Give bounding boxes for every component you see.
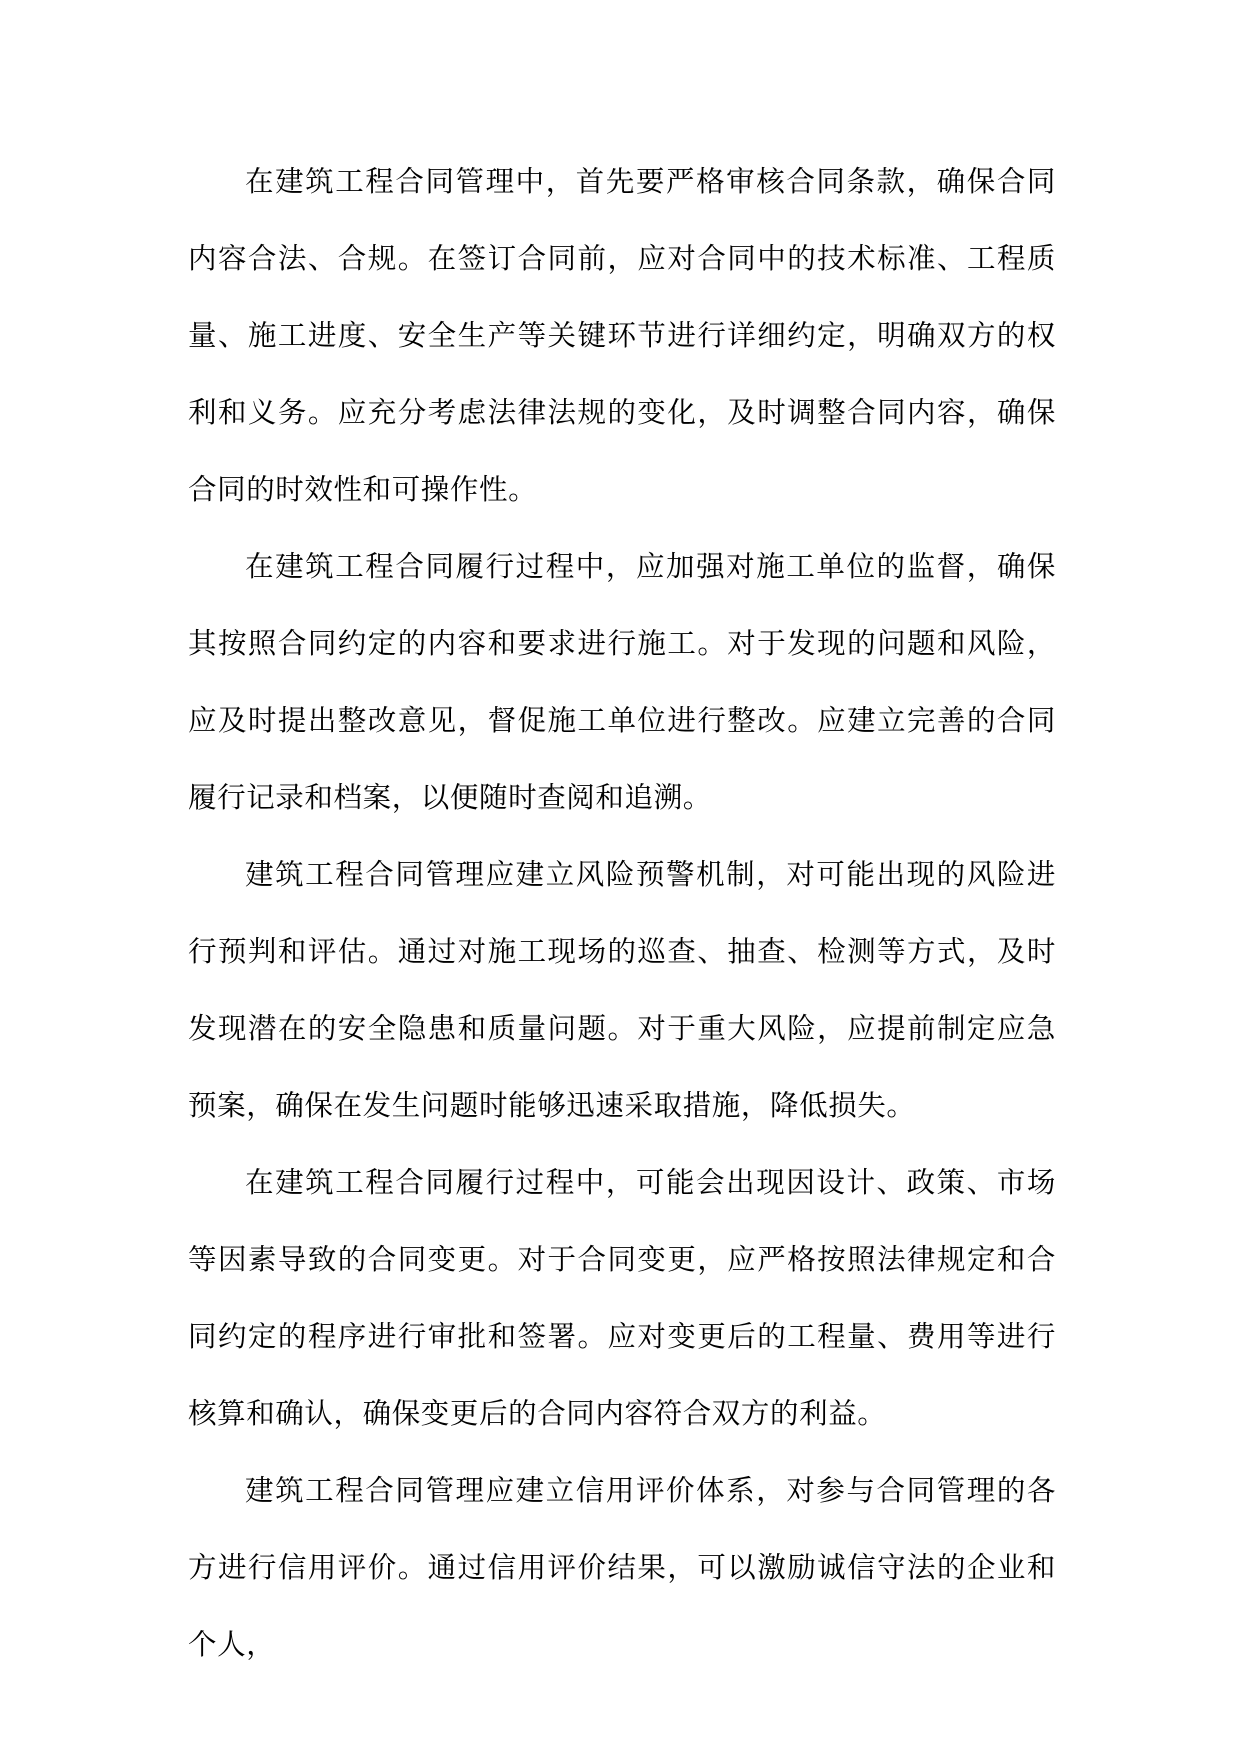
paragraph-credit-evaluation: 建筑工程合同管理应建立信用评价体系，对参与合同管理的各方进行信用评价。通过信用评价结果，可以激励诚信守法的企业和个人， (188, 1474, 1056, 1661)
paragraph-contract-review: 在建筑工程合同管理中，首先要严格审核合同条款，确保合同内容合法、合规。在签订合同前，应对合同中的技术标准、工程质量、施工进度、安全生产等关键环节进行详细约定，明确双方的权利和义务。应充分考虑法律法规的变化，及时调整合同内容，确保合同的时效性和可操作性。 (188, 165, 1056, 506)
paragraph-risk-warning: 建筑工程合同管理应建立风险预警机制，对可能出现的风险进行预判和评估。通过对施工现场的巡查、抽查、检测等方式，及时发现潜在的安全隐患和质量问题。对于重大风险，应提前制定应急预案，确保在发生问题时能够迅速采取措施，降低损失。 (188, 858, 1056, 1122)
document-body (188, 143, 1056, 1683)
paragraph-performance-supervision: 在建筑工程合同履行过程中，应加强对施工单位的监督，确保其按照合同约定的内容和要求进行施工。对于发现的问题和风险，应及时提出整改意见，督促施工单位进行整改。应建立完善的合同履行记录和档案，以便随时查阅和追溯。 (188, 550, 1056, 814)
paragraph-contract-change: 在建筑工程合同履行过程中，可能会出现因设计、政策、市场等因素导致的合同变更。对于合同变更，应严格按照法律规定和合同约定的程序进行审批和签署。应对变更后的工程量、费用等进行核算和确认，确保变更后的合同内容符合双方的利益。 (188, 1166, 1056, 1430)
